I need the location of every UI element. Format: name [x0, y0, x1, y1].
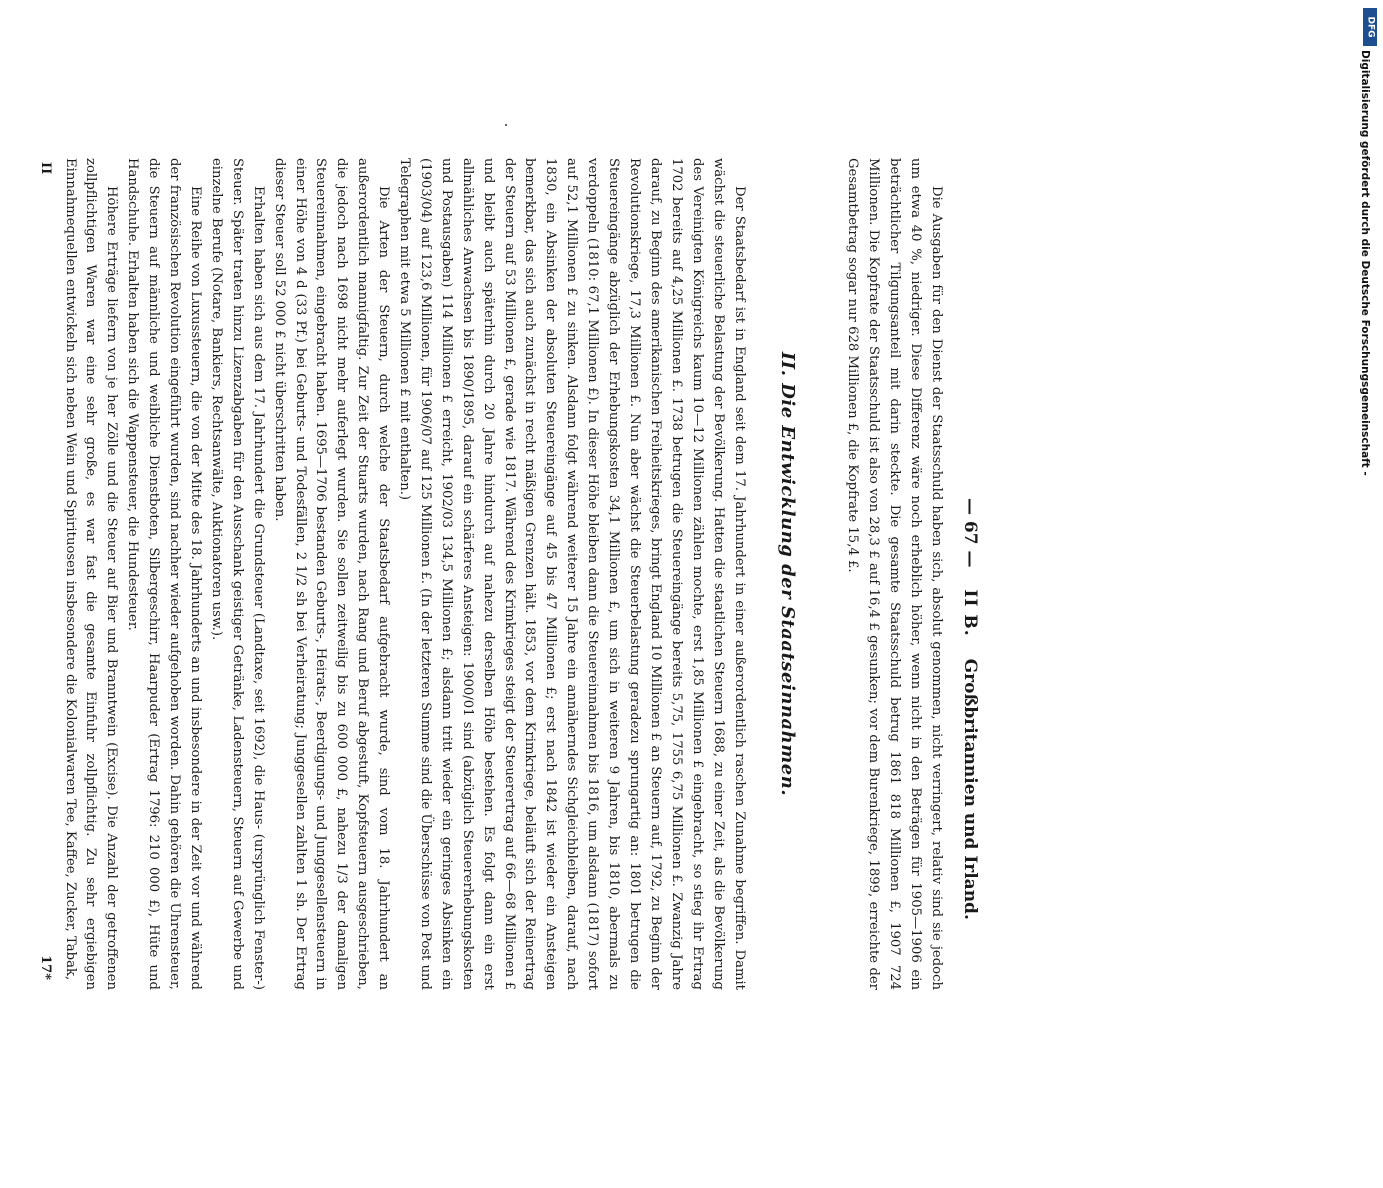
paragraph: Erhalten haben sich aus dem 17. Jahrhundert die Grundsteuer (Landtaxe, seit 1692), die Haus- (ursprünglich Fenster-) Steuer. Später traten hinzu Lizenzabgaben für den Ausschank geistiger Getränke, Ladensteuern, Steuern auf Gewerbe und einzelne Berufe (Notare, Bankiers, Rechtsanwälte, Auktionatoren usw.). [208, 158, 266, 990]
page-number: — 67 — [960, 498, 980, 568]
paragraph: Höhere Erträge liefern von je her Zölle und die Steuer auf Bier und Branntwein (Excise). Die Anzahl der getroffenen zollpflichtigen Waren war eine sehr große, es war fast die gesamte Einfuhr zollpflichtig. Zu sehr ergiebigen Einnahmequellen entwickeln sich neben Wein und Spirituosen insbesondere die Kolonialwaren Tee, Kaffee, Zucker, Tabak, [62, 158, 120, 990]
dfg-logo [1363, 8, 1377, 46]
rotated-page [37, 158, 980, 1188]
running-head [946, 498, 980, 990]
paragraph: Die Arten der Steuern, durch welche der Staatsbedarf aufgebracht wurde, sind vom 18. Jahrhundert an außerordentlich mannigfaltig. Zur Zeit der Stuarts wurden, nach Rang und Beruf abgestuft, Kopfsteuern ausgeschrieben, die jedoch nach 1698 nicht mehr auferlegt wurden. Sie sollen zeitweilig bis zu 600 000 £, nahezu 1/3 der damaligen Steuereinnahmen, eingebracht haben. 1695—1706 bestanden Geburts-, Heirats-, Beerdigungs- und Junggesellensteuern in einer Höhe von 4 d (33 Pf.) bei Geburts- und Todesfällen, 2 1/2 sh bei Verheiratung; Junggesellen zahlten 1 sh. Der Ertrag dieser Steuer soll 52 000 £ nicht überschritten haben. [271, 158, 392, 990]
dfg-logo-text: DFG [1365, 16, 1376, 38]
section-heading: II. Die Entwicklung der Staatseinnahmen. [777, 351, 799, 797]
paragraph: Die Ausgaben für den Dienst der Staatsschuld haben sich, absolut genommen, nicht verringert, relativ sind sie jedoch um etwa 40 %, niedriger. Diese Differenz wäre noch erheblich höher, wenn nicht in den Beträgen für 1905—1906 ein beträchtlicher Tilgungsanteil mit darin steckte. Die gesamte Staatsschuld betrug 1861 818 Millionen £, 1907 724 Millionen. Die Kopfrate der Staatsschuld ist also von 28,3 £ auf 16,4 £ gesunken; vor dem Burenkriege, 1899, erreichte der Gesamtbetrag sogar nur 628 Millionen £, die Kopfrate 15,4 £. [845, 158, 944, 990]
dfg-funding-caption: Digitalisierung gefördert durch die Deutsche Forschungsgemeinschaft - [1359, 50, 1371, 476]
page [37, 158, 980, 990]
paragraph: Der Staatsbedarf ist in England seit dem 17. Jahrhundert in einer außerordentlich raschen Zunahme begriffen. Damit wächst die steuerliche Belastung der Bevölkerung. Hatten die staatlichen Steuern 1688, zu einer Zeit, als die Bevölkerung des Vereinigten Königreichs kaum 10—12 Millionen zählen mochte, erst 1,85 Millionen £ eingebracht, so stieg ihr Ertrag 1702 bereits auf 4,25 Millionen £. 1738 betrugen die Steuereingänge bereits 5,75, 1755 6,75 Millionen £. Zwanzig Jahre darauf, zu Beginn des amerikanischen Freiheitskrieges, bringt England 10 Millionen £ an Steuern auf, 1792, zu Beginn der Revolutionskriege, 17,3 Millionen £. Nun aber wächst die Steuerbelastung geradezu sprungartig an: 1801 betrugen die Steuereingänge abzüglich der Erhebungskosten 34,1 Millionen £, um sich in weiteren 9 Jahren, bis 1810, abermals zu verdoppeln (1810: 67,1 Millionen £). In dieser Höhe bleiben dann die Steuereinnahmen bis 1816, um alsdann (1817) sofort auf 52,1 Millionen £ zu sinken. Alsdann folgt während weiterer 15 Jahre ein annäherndes Sichgleichbleiben, darauf, nach 1830, ein Absinken der absoluten Steuereingänge auf 45 bis 47 Millionen £; erst nach 1842 ist wieder ein Ansteigen bemerkbar, das sich auch zunächst in recht mäßigen Grenzen hält. 1853, vor dem Krimkriege, beläuft sich der Reinertrag der Steuern auf 53 Millionen £, gerade wie 1817. Während des Krimkrieges steigt der Steuerertrag auf 66—68 Millionen £ und bleibt auch späterhin durch 20 Jahre hindurch auf nahezu derselben Höhe bestehen. Es folgt dann ein erst allmähliches Anwachsen bis 1890/1895, darauf ein schärferes Ansteigen: 1900/01 sind (abzüglich Steuererhebungskosten und Postausgaben) 114 Millionen £ erreicht, 1902/03 134,5 Millionen £; alsdann tritt wieder ein geringes Absinken ein (1903/04) auf 123,6 Millionen, für 1906/07 auf 125 Millionen £. (In der letzteren Summe sind die Überschüsse von Post und Telegraphen mit etwa 5 Millionen £ mit enthalten.) [397, 158, 747, 990]
running-title: Großbritannien und Irland. [960, 658, 980, 920]
signature-mark-left: II [37, 162, 53, 175]
scan-speck [505, 124, 507, 126]
section-number: II B. [960, 589, 980, 637]
body-text [59, 158, 946, 990]
paragraph: Eine Reihe von Luxussteuern, die von der Mitte des 18. Jahrhunderts an und insbesondere in der Zeit vor und während der französischen Revolution eingeführt wurden, sind nachher wieder aufgehoben worden. Dahin gehören die Uhrensteuer, die Steuern auf männliche und weibliche Dienstboten, Silbergeschirr, Haarpuder (Ertrag 1796: 210 000 £), Hüte und Handschuhe. Erhalten haben sich die Wappensteuer, die Hundesteuer. [125, 158, 203, 990]
signature-mark-right: 17* [37, 955, 53, 980]
page-footer [38, 158, 53, 990]
